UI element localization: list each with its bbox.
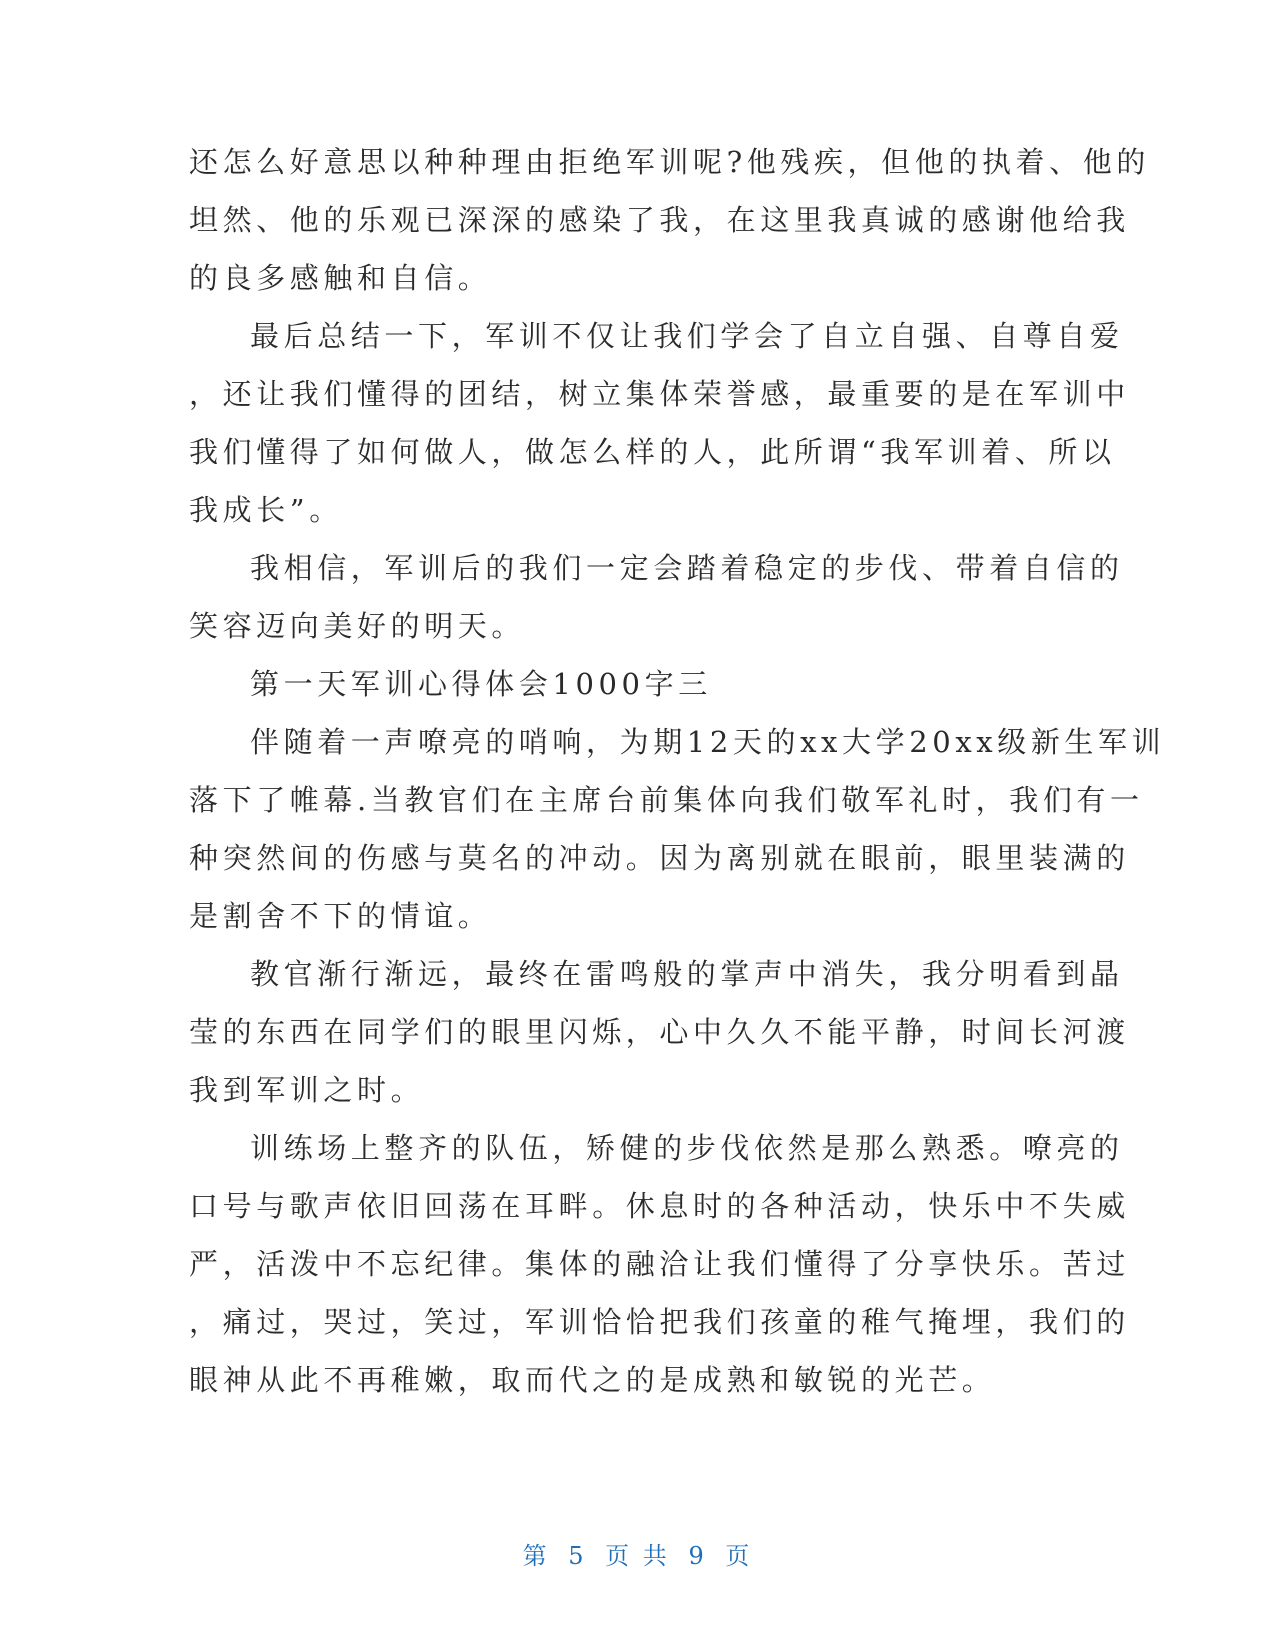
text-line: 我们懂得了如何做人，做怎么样的人，此所谓“我军训着、所以: [189, 435, 1116, 469]
current-page-number: 5: [568, 1542, 587, 1570]
text-line: 严，活泼中不忘纪律。集体的融洽让我们懂得了分享快乐。苦过: [189, 1247, 1130, 1281]
text-line: 种突然间的伤感与莫名的冲动。因为离别就在眼前，眼里装满的: [189, 841, 1130, 875]
footer-suffix: 页: [725, 1542, 753, 1570]
text-line: 莹的东西在同学们的眼里闪烁，心中久久不能平静，时间长河渡: [189, 1015, 1130, 1049]
text-line: 教官渐行渐远，最终在雷鸣般的掌声中消失，我分明看到晶: [250, 957, 1124, 991]
page-footer: [0, 1536, 1275, 1571]
text-line: 坦然、他的乐观已深深的感染了我，在这里我真诚的感谢他给我: [189, 203, 1130, 237]
text-line: 口号与歌声依旧回荡在耳畔。休息时的各种活动，快乐中不失威: [189, 1189, 1130, 1223]
text-line: 训练场上整齐的队伍，矫健的步伐依然是那么熟悉。嘹亮的: [250, 1131, 1124, 1165]
text-line: 还怎么好意思以种种理由拒绝军训呢?他残疾，但他的执着、他的: [189, 145, 1150, 179]
total-pages-number: 9: [688, 1542, 707, 1570]
text-line: 我成长”。: [189, 493, 343, 527]
text-line: 是割舍不下的情谊。: [189, 899, 492, 933]
text-line: ，痛过，哭过，笑过，军训恰恰把我们孩童的稚气掩埋，我们的: [189, 1305, 1130, 1339]
text-line: 的良多感触和自信。: [189, 261, 492, 295]
text-line: 落下了帷幕.当教官们在主席台前集体向我们敬军礼时，我们有一: [189, 783, 1144, 817]
text-line: 伴随着一声嘹亮的哨响，为期12天的xx大学20xx级新生军训: [250, 725, 1166, 759]
text-line: 笑容迈向美好的明天。: [189, 609, 526, 643]
text-line: 我到军训之时。: [189, 1073, 425, 1107]
text-line: ，还让我们懂得的团结，树立集体荣誉感，最重要的是在军训中: [189, 377, 1130, 411]
text-line: 我相信，军训后的我们一定会踏着稳定的步伐、带着自信的: [250, 551, 1124, 585]
footer-middle: 页 共: [605, 1542, 670, 1570]
section-heading: 第一天军训心得体会1000字三: [250, 667, 712, 701]
text-line: 眼神从此不再稚嫩，取而代之的是成熟和敏锐的光芒。: [189, 1363, 996, 1397]
footer-prefix: 第: [522, 1542, 550, 1570]
text-line: 最后总结一下，军训不仅让我们学会了自立自强、自尊自爱: [250, 319, 1124, 353]
